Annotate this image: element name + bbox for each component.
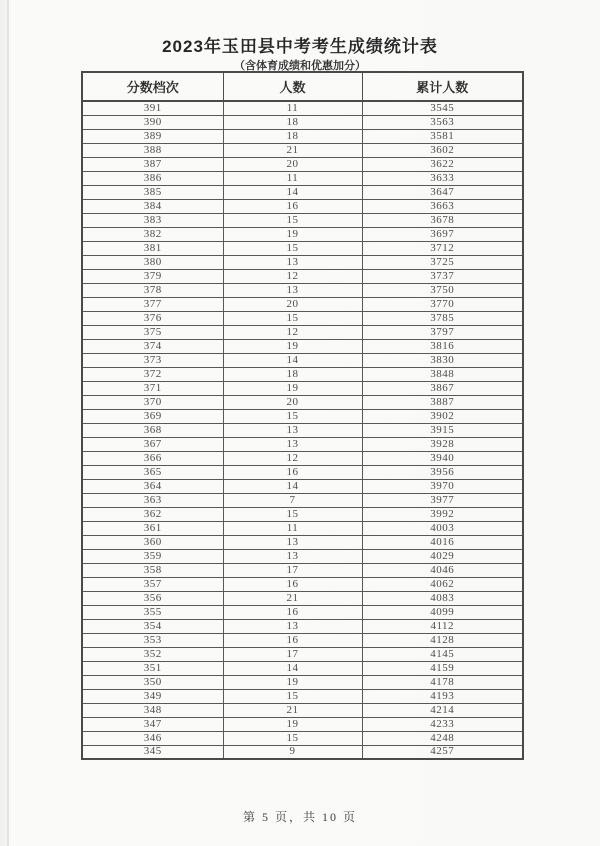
table-cell: 386 xyxy=(82,171,223,185)
table-cell: 389 xyxy=(82,129,223,143)
table-cell: 391 xyxy=(82,101,223,115)
table-cell: 381 xyxy=(82,241,223,255)
table-cell: 3622 xyxy=(362,157,523,171)
table-cell: 3830 xyxy=(362,353,523,367)
table-cell: 3563 xyxy=(362,115,523,129)
table-cell: 14 xyxy=(223,353,362,367)
table-cell: 353 xyxy=(82,633,223,647)
table-cell: 4046 xyxy=(362,563,523,577)
page-title: 2023年玉田县中考考生成绩统计表 xyxy=(162,37,438,56)
table-cell: 16 xyxy=(223,199,362,213)
table-cell: 380 xyxy=(82,255,223,269)
table-cell: 363 xyxy=(82,493,223,507)
table-cell: 4016 xyxy=(362,535,523,549)
table-row xyxy=(82,633,523,647)
table-row xyxy=(82,143,523,157)
table-row xyxy=(82,199,523,213)
table-cell: 13 xyxy=(223,619,362,633)
table-cell: 20 xyxy=(223,157,362,171)
table-cell: 21 xyxy=(223,143,362,157)
table-cell: 359 xyxy=(82,549,223,563)
table-row xyxy=(82,409,523,423)
table-cell: 15 xyxy=(223,689,362,703)
table-row xyxy=(82,171,523,185)
table-row xyxy=(82,101,523,115)
table-cell: 3581 xyxy=(362,129,523,143)
table-cell: 3545 xyxy=(362,101,523,115)
table-row xyxy=(82,465,523,479)
table-cell: 17 xyxy=(223,647,362,661)
column-header-cumulative-count: 累计人数 xyxy=(362,72,523,101)
table-cell: 373 xyxy=(82,353,223,367)
table-row xyxy=(82,717,523,731)
table-cell: 4233 xyxy=(362,717,523,731)
table-row xyxy=(82,535,523,549)
table-cell: 3816 xyxy=(362,339,523,353)
table-cell: 379 xyxy=(82,269,223,283)
table-cell: 4083 xyxy=(362,591,523,605)
page-subtitle: （含体育成绩和优惠加分） xyxy=(234,60,366,72)
table-cell: 19 xyxy=(223,381,362,395)
table-cell: 14 xyxy=(223,479,362,493)
page-number-footer: 第 5 页，共 10 页 xyxy=(242,810,357,824)
table-cell: 20 xyxy=(223,395,362,409)
table-cell: 3915 xyxy=(362,423,523,437)
table-cell: 362 xyxy=(82,507,223,521)
table-row xyxy=(82,451,523,465)
table-cell: 354 xyxy=(82,619,223,633)
table-cell: 371 xyxy=(82,381,223,395)
table-cell: 12 xyxy=(223,269,362,283)
table-row xyxy=(82,675,523,689)
table-row xyxy=(82,507,523,521)
table-row xyxy=(82,563,523,577)
table-cell: 360 xyxy=(82,535,223,549)
table-cell: 376 xyxy=(82,311,223,325)
table-cell: 4248 xyxy=(362,731,523,745)
table-cell: 3848 xyxy=(362,367,523,381)
table-cell: 3712 xyxy=(362,241,523,255)
table-row xyxy=(82,493,523,507)
table-row xyxy=(82,157,523,171)
table-row xyxy=(82,577,523,591)
table-cell: 16 xyxy=(223,465,362,479)
table-cell: 19 xyxy=(223,717,362,731)
table-cell: 13 xyxy=(223,549,362,563)
table-cell: 4159 xyxy=(362,661,523,675)
table-row xyxy=(82,339,523,353)
table-cell: 366 xyxy=(82,451,223,465)
table-cell: 19 xyxy=(223,339,362,353)
table-row xyxy=(82,269,523,283)
table-cell: 377 xyxy=(82,297,223,311)
table-row xyxy=(82,283,523,297)
table-cell: 13 xyxy=(223,423,362,437)
table-cell: 16 xyxy=(223,605,362,619)
table-cell: 365 xyxy=(82,465,223,479)
table-cell: 18 xyxy=(223,129,362,143)
table-cell: 17 xyxy=(223,563,362,577)
table-cell: 3940 xyxy=(362,451,523,465)
table-row xyxy=(82,661,523,675)
table-cell: 3737 xyxy=(362,269,523,283)
table-cell: 367 xyxy=(82,437,223,451)
table-cell: 346 xyxy=(82,731,223,745)
table-cell: 383 xyxy=(82,213,223,227)
table-cell: 4112 xyxy=(362,619,523,633)
table-cell: 4145 xyxy=(362,647,523,661)
table-cell: 350 xyxy=(82,675,223,689)
table-cell: 388 xyxy=(82,143,223,157)
table-cell: 13 xyxy=(223,283,362,297)
table-cell: 13 xyxy=(223,535,362,549)
table-cell: 15 xyxy=(223,213,362,227)
table-cell: 3725 xyxy=(362,255,523,269)
table-cell: 14 xyxy=(223,661,362,675)
table-cell: 14 xyxy=(223,185,362,199)
table-row xyxy=(82,745,523,759)
table-cell: 374 xyxy=(82,339,223,353)
table-cell: 3887 xyxy=(362,395,523,409)
table-cell: 21 xyxy=(223,703,362,717)
table-cell: 361 xyxy=(82,521,223,535)
table-row xyxy=(82,129,523,143)
table-cell: 357 xyxy=(82,577,223,591)
table-cell: 18 xyxy=(223,115,362,129)
table-row xyxy=(82,605,523,619)
table-cell: 7 xyxy=(223,493,362,507)
column-header-score-level: 分数档次 xyxy=(82,72,223,101)
table-cell: 19 xyxy=(223,227,362,241)
table-cell: 356 xyxy=(82,591,223,605)
table-cell: 3977 xyxy=(362,493,523,507)
table-body xyxy=(82,101,523,759)
table-header-row xyxy=(82,72,523,101)
table-cell: 3633 xyxy=(362,171,523,185)
table-cell: 349 xyxy=(82,689,223,703)
table-row xyxy=(82,115,523,129)
table-cell: 364 xyxy=(82,479,223,493)
table-cell: 13 xyxy=(223,255,362,269)
table-cell: 3992 xyxy=(362,507,523,521)
table-row xyxy=(82,241,523,255)
table-cell: 4193 xyxy=(362,689,523,703)
table-cell: 3663 xyxy=(362,199,523,213)
table-row xyxy=(82,227,523,241)
table-row xyxy=(82,213,523,227)
table-cell: 19 xyxy=(223,675,362,689)
table-cell: 348 xyxy=(82,703,223,717)
table-row xyxy=(82,395,523,409)
table-cell: 369 xyxy=(82,409,223,423)
table-cell: 3902 xyxy=(362,409,523,423)
table-cell: 4178 xyxy=(362,675,523,689)
table-row xyxy=(82,297,523,311)
table-cell: 12 xyxy=(223,325,362,339)
table-cell: 18 xyxy=(223,367,362,381)
table-cell: 4214 xyxy=(362,703,523,717)
table-cell: 372 xyxy=(82,367,223,381)
table-cell: 15 xyxy=(223,731,362,745)
table-cell: 368 xyxy=(82,423,223,437)
table-cell: 20 xyxy=(223,297,362,311)
table-cell: 345 xyxy=(82,745,223,759)
table-row xyxy=(82,647,523,661)
table-cell: 3867 xyxy=(362,381,523,395)
table-cell: 3678 xyxy=(362,213,523,227)
table-cell: 16 xyxy=(223,577,362,591)
table-cell: 16 xyxy=(223,633,362,647)
table-cell: 3928 xyxy=(362,437,523,451)
table-cell: 4128 xyxy=(362,633,523,647)
table-cell: 4062 xyxy=(362,577,523,591)
table-cell: 352 xyxy=(82,647,223,661)
column-header-count: 人数 xyxy=(223,72,362,101)
table-row xyxy=(82,367,523,381)
table-cell: 3750 xyxy=(362,283,523,297)
table-row xyxy=(82,549,523,563)
table-row xyxy=(82,521,523,535)
table-cell: 11 xyxy=(223,521,362,535)
table-row xyxy=(82,325,523,339)
table-cell: 11 xyxy=(223,101,362,115)
table-cell: 3770 xyxy=(362,297,523,311)
table-row xyxy=(82,381,523,395)
table-row xyxy=(82,689,523,703)
table-cell: 385 xyxy=(82,185,223,199)
table-cell: 382 xyxy=(82,227,223,241)
score-statistics-table xyxy=(81,71,524,760)
table-row xyxy=(82,437,523,451)
table-cell: 4099 xyxy=(362,605,523,619)
table-cell: 3797 xyxy=(362,325,523,339)
table-row xyxy=(82,703,523,717)
table-cell: 15 xyxy=(223,409,362,423)
table-cell: 378 xyxy=(82,283,223,297)
table-cell: 21 xyxy=(223,591,362,605)
table-cell: 3602 xyxy=(362,143,523,157)
table-row xyxy=(82,619,523,633)
table-cell: 387 xyxy=(82,157,223,171)
table-cell: 355 xyxy=(82,605,223,619)
table-cell: 390 xyxy=(82,115,223,129)
table-cell: 9 xyxy=(223,745,362,759)
table-cell: 3697 xyxy=(362,227,523,241)
table-row xyxy=(82,479,523,493)
table-row xyxy=(82,423,523,437)
table-cell: 370 xyxy=(82,395,223,409)
table-cell: 3956 xyxy=(362,465,523,479)
table-cell: 13 xyxy=(223,437,362,451)
table-cell: 4029 xyxy=(362,549,523,563)
table-cell: 347 xyxy=(82,717,223,731)
table-cell: 375 xyxy=(82,325,223,339)
table-cell: 11 xyxy=(223,171,362,185)
table-cell: 15 xyxy=(223,507,362,521)
table-row xyxy=(82,255,523,269)
table-row xyxy=(82,353,523,367)
table-row xyxy=(82,731,523,745)
table-cell: 351 xyxy=(82,661,223,675)
table-cell: 12 xyxy=(223,451,362,465)
scan-artifact-line xyxy=(7,0,9,846)
table-cell: 4003 xyxy=(362,521,523,535)
table-cell: 15 xyxy=(223,241,362,255)
table-cell: 3647 xyxy=(362,185,523,199)
table-cell: 4257 xyxy=(362,745,523,759)
table-cell: 358 xyxy=(82,563,223,577)
table-cell: 3970 xyxy=(362,479,523,493)
table-cell: 3785 xyxy=(362,311,523,325)
table-row xyxy=(82,185,523,199)
table-row xyxy=(82,591,523,605)
table-cell: 384 xyxy=(82,199,223,213)
table-cell: 15 xyxy=(223,311,362,325)
table-row xyxy=(82,311,523,325)
